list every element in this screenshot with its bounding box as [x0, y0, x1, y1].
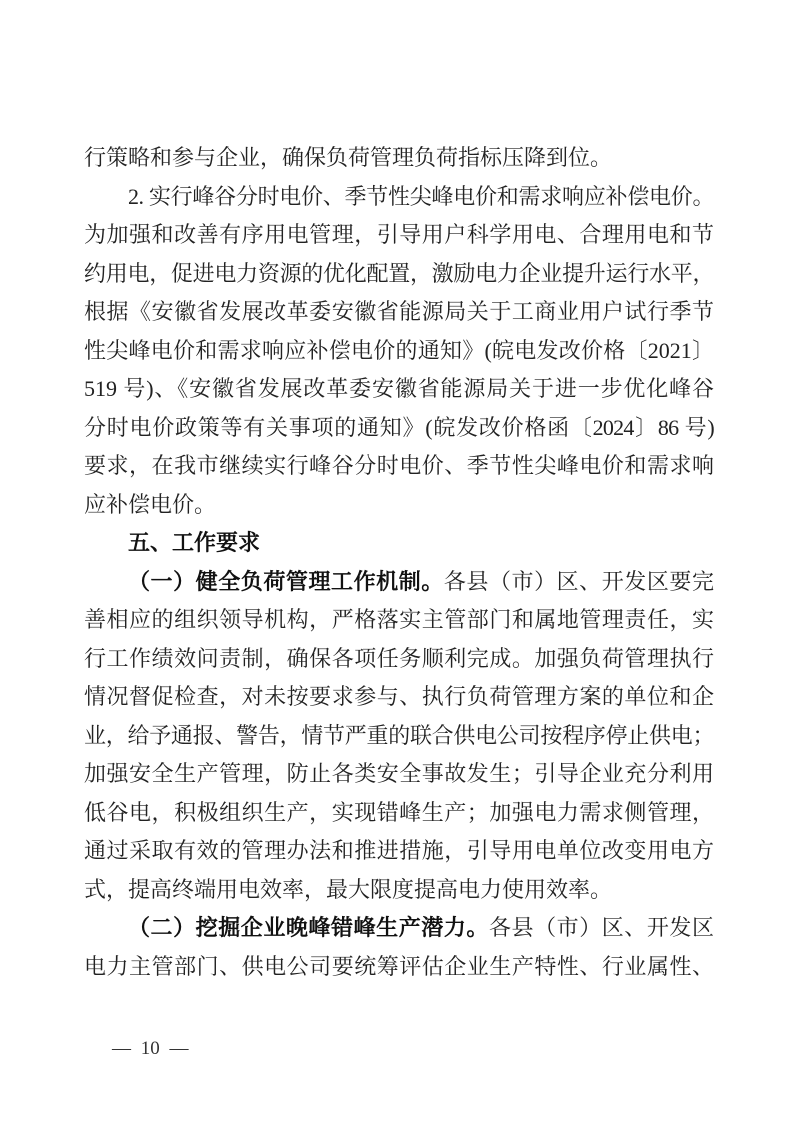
section-heading: 五、工作要求	[128, 530, 261, 555]
paragraph-line	[84, 563, 714, 602]
paragraph-line: 行工作绩效问责制，确保各项任务顺利完成。加强负荷管理执行	[84, 645, 714, 671]
paragraph-text: 各县（市）区、开发区要完	[443, 568, 714, 594]
subsection-title: （二）挖掘企业晚峰错峰生产潜力。	[128, 915, 489, 940]
paragraph-line: 约用电，促进电力资源的优化配置，激励电力企业提升运行水平，	[84, 260, 714, 286]
paragraph-line: 加强安全生产管理，防止各类安全事故发生；引导企业充分利用	[84, 761, 714, 786]
paragraph-line: 电力主管部门、供电公司要统筹评估企业生产特性、行业属性、	[84, 953, 714, 979]
page-number: — 10 —	[112, 1038, 189, 1059]
paragraph-line: 519 号)、《安徽省发展改革委安徽省能源局关于进一步优化峰谷	[84, 376, 714, 401]
paragraph-line: 善相应的组织领导机构，严格落实主管部门和属地管理责任，实	[84, 607, 714, 632]
paragraph-line: 行策略和参与企业，确保负荷管理负荷指标压降到位。	[84, 145, 613, 170]
paragraph-line: 要求，在我市继续实行峰谷分时电价、季节性尖峰电价和需求响	[84, 453, 714, 478]
paragraph-line: 应补偿电价。	[84, 491, 217, 517]
subsection-title: （一）健全负荷管理工作机制。	[128, 568, 444, 594]
paragraph-line: 情况督促检查，对未按要求参与、执行负荷管理方案的单位和企	[84, 684, 714, 709]
paragraph-line: 业，给予通报、警告，情节严重的联合供电公司按程序停止供电；	[84, 722, 714, 748]
paragraph-line: 根据《安徽省发展改革委安徽省能源局关于工商业用户试行季节	[84, 299, 714, 324]
paragraph-line: 性尖峰电价和需求响应补偿电价的通知》(皖电发改价格〔2021〕	[84, 337, 714, 363]
page-footer	[112, 1034, 189, 1064]
paragraph-line: 2. 实行峰谷分时电价、季节性尖峰电价和需求响应补偿电价。	[128, 183, 714, 209]
paragraph-line: 通过采取有效的管理办法和推进措施，引导用电单位改变用电方	[84, 838, 714, 863]
paragraph-line: 式，提高终端用电效率，最大限度提高电力使用效率。	[84, 876, 613, 902]
paragraph-line: 低谷电，积极组织生产，实现错峰生产；加强电力需求侧管理，	[84, 799, 714, 825]
paragraph-line: 分时电价政策等有关事项的通知》(皖发改价格函〔2024〕86 号)	[84, 414, 714, 440]
paragraph-line	[84, 909, 714, 948]
paragraph-line: 为加强和改善有序用电管理，引导用户科学用电、合理用电和节	[84, 222, 714, 247]
document-body	[84, 139, 714, 986]
paragraph-text: 各县（市）区、开发区	[488, 915, 714, 940]
